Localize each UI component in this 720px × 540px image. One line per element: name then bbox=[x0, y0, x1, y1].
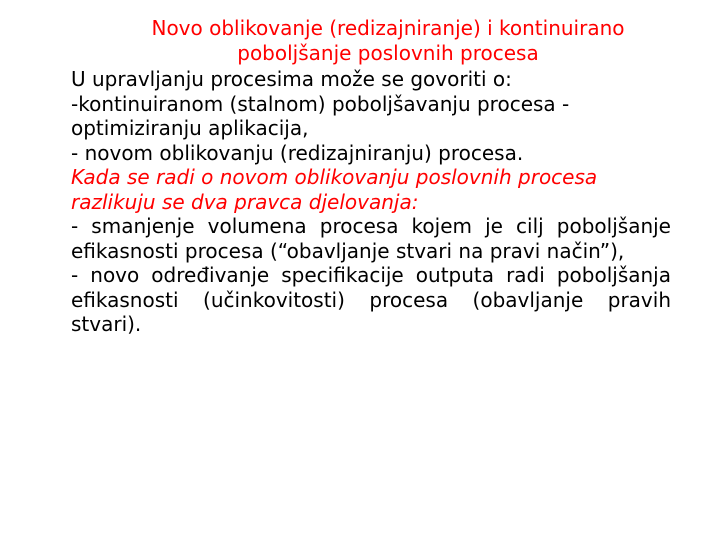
intro-line: U upravljanju procesima može se govoriti o: bbox=[71, 67, 512, 91]
bullet-redesign: - novom oblikovanju (redizajniranju) procesa. bbox=[71, 140, 524, 165]
emphasis-statement: Kada se radi o novom oblikovanju poslovnih procesa razlikuju se dva pravca djelovanja: bbox=[71, 165, 598, 214]
slide-body bbox=[71, 67, 671, 337]
slide-title: Novo oblikovanje (redizajniranje) i kontinuirano poboljšanje poslovnih procesa bbox=[151, 16, 625, 65]
bullet-continuous-improvement: -kontinuiranom (stalnom) poboljšavanju procesa - optimiziranju aplikacija, bbox=[71, 91, 570, 140]
bullet-output-specification: - novo određivanje specifikacije outputa radi poboljšanja efikasnosti (učinkovitosti) procesa (obavljanje pravih stvari). bbox=[71, 263, 671, 336]
bullet-volume-reduction: - smanjenje volumena procesa kojem je cilj poboljšanje efikasnosti procesa (“obavljanje stvari na pravi način”), bbox=[71, 214, 671, 263]
